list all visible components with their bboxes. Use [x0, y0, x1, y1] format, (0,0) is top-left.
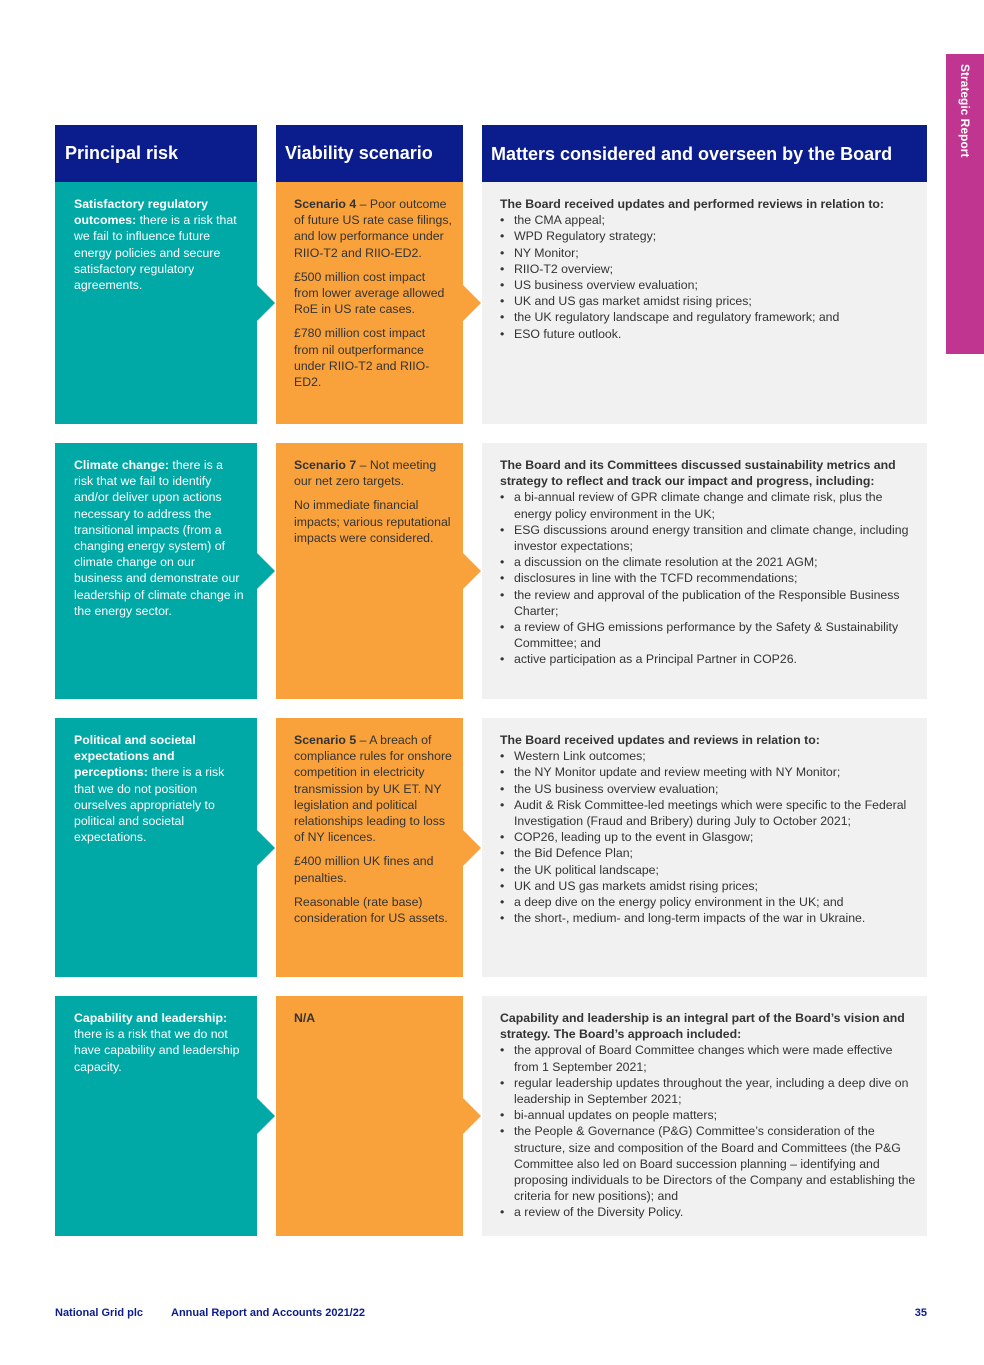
scenario-lead: – A breach of compliance rules for onshore competition in electricity transmission by UK ET. NY legislation and political relationships leading to loss of NY licences.: [294, 733, 452, 845]
scenario-title: Scenario 7: [294, 458, 357, 472]
header-principal-risk: Principal risk: [55, 125, 257, 182]
matters-item: • the Bid Defence Plan;: [500, 845, 917, 861]
matters-item: • NY Monitor;: [500, 245, 917, 261]
scenario-intro: [294, 457, 453, 489]
matters-item: • the UK regulatory landscape and regulatory framework; and: [500, 309, 917, 325]
matters-list: [500, 1042, 917, 1220]
section-tab-label: Strategic Report: [958, 64, 972, 158]
risk-description: there is a risk that we fail to influence future energy policies and secure satisfactory regulatory agreements.: [74, 213, 237, 293]
scenario-arrow-icon: [463, 830, 481, 866]
matters-item: • the People & Governance (P&G) Committee’s consideration of the structure, size and composition of the Board and Committees (the P&G Committee also led on Board succession planning – identifying and proposing individuals to be Directors of the Company and establishing the criteria for new positions); and: [500, 1123, 917, 1204]
matters-item: • a review of the Diversity Policy.: [500, 1204, 917, 1220]
matters-item: • a discussion on the climate resolution at the 2021 AGM;: [500, 554, 917, 570]
scenario-title: N/A: [294, 1011, 316, 1025]
matters-item: • US business overview evaluation;: [500, 277, 917, 293]
risk-description: there is a risk that we fail to identify and/or deliver upon actions necessary to address the transitional impacts (from a changing energy system) of climate change on our business and demonstrate our leadership of climate change in the energy sector.: [74, 458, 244, 618]
matters-lead: Capability and leadership is an integral part of the Board’s vision and strategy. The Board’s approach included:: [500, 1011, 905, 1042]
matters-list: [500, 748, 917, 926]
header-matters: Matters considered and overseen by the Board: [482, 125, 927, 182]
matters-item: • bi-annual updates on people matters;: [500, 1107, 917, 1123]
matters-item: • the NY Monitor update and review meeting with NY Monitor;: [500, 764, 917, 780]
risk-arrow-icon: [257, 553, 275, 589]
matters-lead: The Board received updates and performed reviews in relation to:: [500, 197, 885, 211]
footer-company: National Grid plc: [55, 1307, 144, 1319]
matters-item: • UK and US gas markets amidst rising prices;: [500, 878, 917, 894]
matters-item: • COP26, leading up to the event in Glasgow;: [500, 829, 917, 845]
scenario-impact: £400 million UK fines and penalties.: [294, 854, 434, 885]
viability-scenario-cell: [276, 443, 463, 699]
scenario-impact: £780 million cost impact from nil outperformance under RIIO-T2 and RIIO-ED2.: [294, 326, 430, 390]
risk-arrow-icon: [257, 830, 275, 866]
board-matters-cell: [482, 996, 927, 1236]
viability-scenario-cell: [276, 996, 463, 1236]
scenario-impact: No immediate financial impacts; various reputational impacts were considered.: [294, 498, 451, 545]
matters-item: • ESG discussions around energy transition and climate change, including investor expectations;: [500, 522, 917, 554]
matters-item: • UK and US gas market amidst rising prices;: [500, 293, 917, 309]
matters-item: • the US business overview evaluation;: [500, 781, 917, 797]
scenario-arrow-icon: [463, 1098, 481, 1134]
matters-item: • disclosures in line with the TCFD recommendations;: [500, 570, 917, 586]
matters-item: • WPD Regulatory strategy;: [500, 228, 917, 244]
scenario-title: Scenario 5: [294, 733, 357, 747]
matters-item: • the short-, medium- and long-term impacts of the war in Ukraine.: [500, 910, 917, 926]
scenario-intro: [294, 196, 453, 261]
viability-scenario-cell: [276, 182, 463, 424]
principal-risk-cell: [55, 718, 257, 977]
header-viability-scenario: Viability scenario: [276, 125, 463, 182]
matters-lead: The Board and its Committees discussed sustainability metrics and strategy to reflect and track our impact and progress, including:: [500, 458, 896, 489]
matters-item: • a review of GHG emissions performance by the Safety & Sustainability Committee; and: [500, 619, 917, 651]
matters-item: • a deep dive on the energy policy environment in the UK; and: [500, 894, 917, 910]
matters-item: • the approval of Board Committee changes which were made effective from 1 September 2021;: [500, 1042, 917, 1074]
matters-item: • the CMA appeal;: [500, 212, 917, 228]
matters-lead: The Board received updates and reviews in relation to:: [500, 733, 820, 747]
page-number: 35: [914, 1307, 927, 1319]
matters-item: • the review and approval of the publication of the Responsible Business Charter;: [500, 587, 917, 619]
matters-list: [500, 489, 917, 667]
principal-risk-cell: [55, 443, 257, 699]
board-matters-cell: [482, 443, 927, 699]
board-matters-cell: [482, 718, 927, 977]
footer-report-title: Annual Report and Accounts 2021/22: [171, 1307, 365, 1319]
matters-item: • Audit & Risk Committee-led meetings which were specific to the Federal Investigation (Fraud and Bribery) during July to October 2021;: [500, 797, 917, 829]
scenario-intro: [294, 732, 453, 845]
risk-title: Capability and leadership:: [74, 1011, 228, 1025]
principal-risk-cell: [55, 182, 257, 424]
viability-scenario-cell: [276, 718, 463, 977]
risk-description: there is a risk that we do not position ourselves appropriately to political and societal expectations.: [74, 765, 225, 845]
scenario-impact: Reasonable (rate base) consideration for US assets.: [294, 894, 448, 926]
scenario-title: Scenario 4: [294, 197, 357, 211]
principal-risk-cell: [55, 996, 257, 1236]
matters-item: • RIIO-T2 overview;: [500, 261, 917, 277]
scenario-arrow-icon: [463, 285, 481, 321]
matters-item: • regular leadership updates throughout the year, including a deep dive on leadership in September 2021;: [500, 1075, 917, 1107]
risk-title: Climate change:: [74, 458, 169, 472]
scenario-intro: [294, 1010, 453, 1026]
matters-item: • Western Link outcomes;: [500, 748, 917, 764]
section-tab: [946, 54, 984, 354]
matters-list: [500, 212, 917, 342]
risk-title: Satisfactory regulatory outcomes:: [74, 197, 208, 228]
risk-description: there is a risk that we do not have capability and leadership capacity.: [74, 1027, 240, 1074]
matters-item: • active participation as a Principal Partner in COP26.: [500, 651, 917, 667]
risk-title: Political and societal expectations and perceptions:: [74, 733, 196, 780]
risk-arrow-icon: [257, 1098, 275, 1134]
scenario-arrow-icon: [463, 553, 481, 589]
risk-arrow-icon: [257, 285, 275, 321]
scenario-lead: – Poor outcome of future US rate case filings, and low performance under RIIO-T2 and RIIO-ED2.: [294, 197, 452, 260]
scenario-impact: £500 million cost impact from lower average allowed RoE in US rate cases.: [294, 269, 445, 317]
matters-item: • the UK political landscape;: [500, 862, 917, 878]
matters-item: • ESO future outlook.: [500, 326, 917, 342]
matters-item: • a bi-annual review of GPR climate change and climate risk, plus the energy policy environment in the UK;: [500, 489, 917, 521]
board-matters-cell: [482, 182, 927, 424]
scenario-lead: – Not meeting our net zero targets.: [294, 458, 437, 489]
